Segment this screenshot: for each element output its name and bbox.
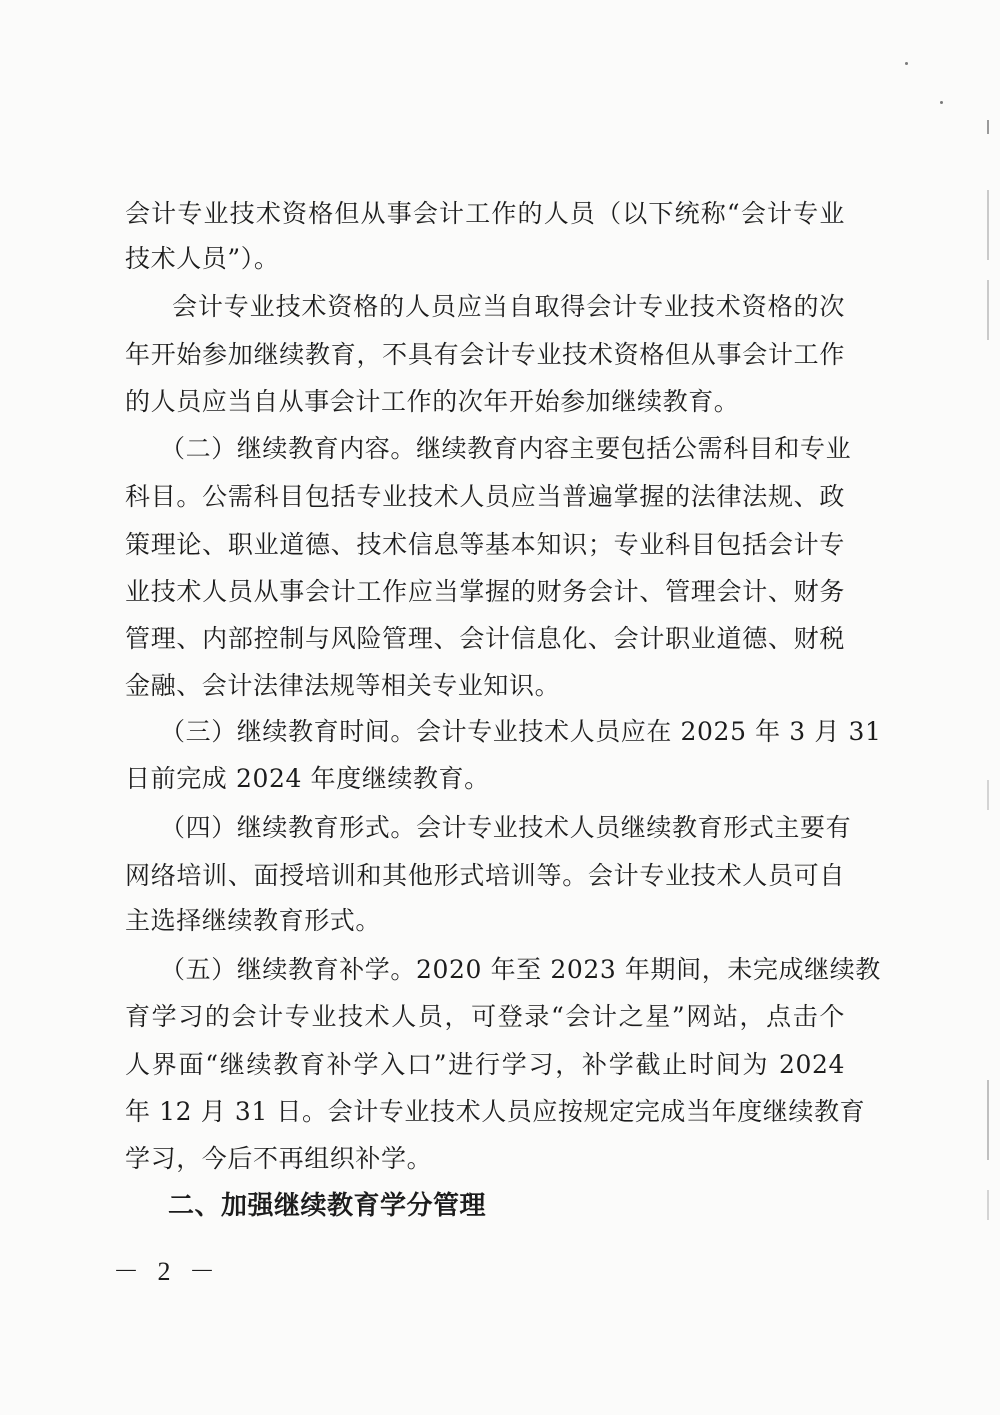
text-line: 金融、会计法律法规等相关专业知识。 (125, 671, 561, 700)
text-line: （四）继续教育形式。会计专业技术人员继续教育形式主要有 (160, 813, 852, 842)
text-line: 会计专业技术资格但从事会计工作的人员（以下统称“会计专业 (125, 199, 845, 228)
scan-artifact (940, 101, 943, 104)
section-heading: 二、加强继续教育学分管理 (168, 1191, 487, 1221)
scan-artifact (987, 120, 989, 134)
scan-artifact (987, 780, 989, 810)
scan-artifact (905, 62, 908, 65)
scan-artifact (987, 1080, 989, 1160)
text-line: （五）继续教育补学。2020 年至 2023 年期间，未完成继续教 (160, 955, 881, 984)
text-line: 学习，今后不再组织补学。 (125, 1144, 433, 1173)
text-line: 业技术人员从事会计工作应当掌握的财务会计、管理会计、财务 (125, 577, 845, 606)
text-line: 日前完成 2024 年度继续教育。 (125, 764, 490, 793)
page-number: － 2 － (113, 1257, 222, 1286)
text-line: 技术人员”）。 (125, 244, 280, 273)
text-line: 年 12 月 31 日。会计专业技术人员应按规定完成当年度继续教育 (125, 1097, 866, 1126)
text-line: 管理、内部控制与风险管理、会计信息化、会计职业道德、财税 (125, 624, 845, 653)
scan-artifact (987, 190, 989, 260)
text-line: 科目。公需科目包括专业技术人员应当普遍掌握的法律法规、政 (125, 482, 845, 511)
text-line: 育学习的会计专业技术人员，可登录“会计之星”网站，点击个 (125, 1002, 845, 1031)
text-line: 策理论、职业道德、技术信息等基本知识；专业科目包括会计专 (125, 530, 845, 559)
text-line: 的人员应当自从事会计工作的次年开始参加继续教育。 (125, 387, 740, 416)
scan-artifact (987, 280, 989, 340)
scan-artifact (987, 1190, 989, 1220)
text-line: 年开始参加继续教育，不具有会计专业技术资格但从事会计工作 (125, 340, 845, 369)
text-line: （二）继续教育内容。继续教育内容主要包括公需科目和专业 (160, 434, 852, 463)
text-line: 人界面“继续教育补学入口”进行学习，补学截止时间为 2024 (125, 1050, 845, 1079)
text-line: 会计专业技术资格的人员应当自取得会计专业技术资格的次 (172, 292, 845, 321)
text-line: （三）继续教育时间。会计专业技术人员应在 2025 年 3 月 31 (160, 717, 882, 746)
text-line: 主选择继续教育形式。 (125, 906, 382, 935)
text-line: 网络培训、面授培训和其他形式培训等。会计专业技术人员可自 (125, 861, 845, 890)
